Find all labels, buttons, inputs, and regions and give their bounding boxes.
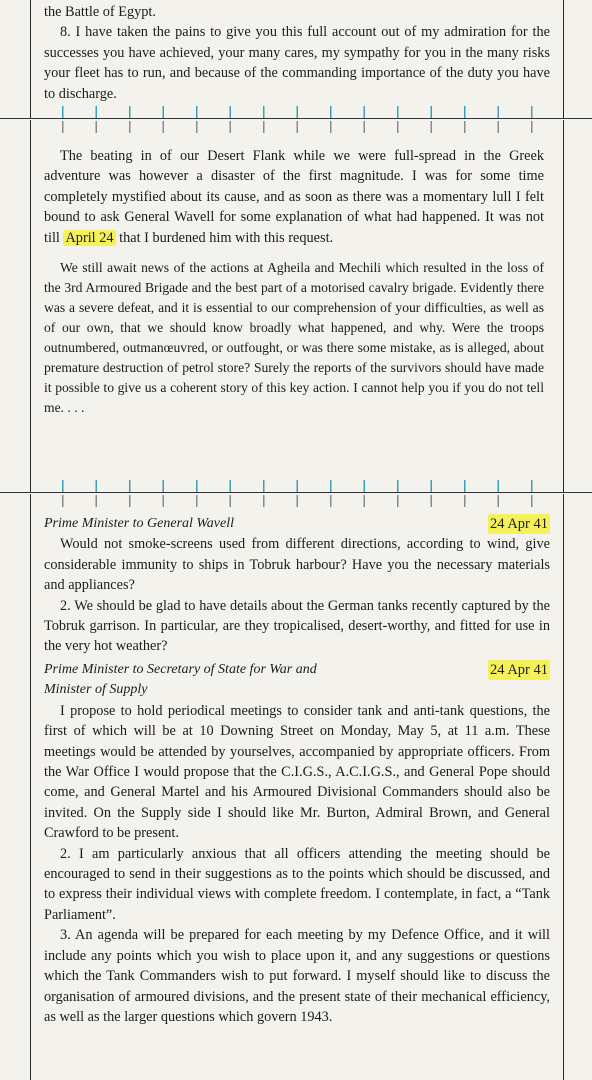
message-supply-heading-1: Prime Minister to Secretary of State for War and [44,662,317,677]
message-wavell-p2: 2. We should be glad to have details about the German tanks recently captured by the Tobruk garrison. In particular, are they tropicalised, desert-worthy, and fitted for use in the very hot weather? [44,597,550,655]
paragraph-8: 8. I have taken the pains to give you this full account out of my admiration for the successes you have achieved, your many cares, my sympathy for you in the many risks your fleet has to run, and because of the commanding importance of the duty you have to discharge. [44,24,550,102]
message-supply-p2: 2. I am particularly anxious that all officers attending the meeting should be encouraged to send in their suggestions as to the points which should be discussed, and to express their individual views with complete freedom. I contemplate, in fact, a “Tank Parliament”. [44,845,550,923]
highlight-april-24: April 24 [65,229,114,246]
message-supply-p3: 3. An agenda will be prepared for each meeting by my Defence Office, and it will include any points which you wish to place upon it, and any suggestions or questions which the Tank Commanders wish to put forward. I myself should like to discuss the organisation of armoured divisions, and the present state of their mechanical efficiency, as well as the larger questions which govern 1943. [44,927,550,1025]
message-wavell [44,514,550,657]
desert-p1-text-a: The beating in of our Desert Flank while we were full-spread in the Greek adventure was however a disaster of the first magnitude. I was for some time completely mystified about its cause, and as soon as there was a momentary lull I felt bound to ask General Wavell for some explanation of what had happened. It was not till [44,148,544,246]
battle-line: the Battle of Egypt. [44,4,156,20]
tick-strip-middle-blue [30,480,564,492]
desert-p1-text-b: that I burdened him with this request. [119,229,334,246]
message-supply [44,660,550,1027]
message-wavell-date: 24 Apr 41 [488,514,550,534]
divider-middle [0,492,592,493]
message-wavell-header [44,514,550,534]
message-supply-header [44,660,550,680]
message-supply-date: 24 Apr 41 [488,660,550,680]
top-section [44,2,550,104]
message-wavell-heading: Prime Minister to General Wavell [44,516,235,531]
message-supply-p1: I propose to hold periodical meetings to consider tank and anti-tank questions, the first of which will be at 10 Downing Street on Monday, May 5, at 11 a.m. These meetings would be attended by yourselves, accompanied by appropriate officers. From the War Office I would propose that the C.I.G.S., A.C.I.G.S., and General Pope should come, and General Martel and his Armoured Divisional Commanders should also be invited. On the Supply side I should like Mr. Burton, Admiral Brown, and General Crawford to be present. [44,702,550,842]
divider-top [0,118,592,119]
message-supply-heading-2: Minister of Supply [44,682,148,698]
desert-paragraph-1 [44,146,544,248]
desert-section [44,146,544,418]
message-wavell-p1: Would not smoke-screens used from different directions, according to wind, give considerable immunity to ships in Tobruk harbour? Have you the necessary materials and appliances? [44,536,550,594]
desert-paragraph-2: We still await news of the actions at Agheila and Mechili which resulted in the loss of the 3rd Armoured Brigade and the best part of a motorised cavalry brigade. Evidently there was a severe defeat, and it is essential to our comprehension of your difficulties, as well as of our own, that we should know broadly what happened, and why. Were the troops outnumbered, outmanœuvred, or outfought, or was there some mistake, as is alleged, about premature destruction of petrol store? Surely the reports of the survivors should have made it possible to give us a coherent story of this key action. I cannot help you if you do not tell me. . . . [44,260,544,416]
message-supply-header-2 [44,680,550,700]
tick-strip-top [30,106,564,118]
